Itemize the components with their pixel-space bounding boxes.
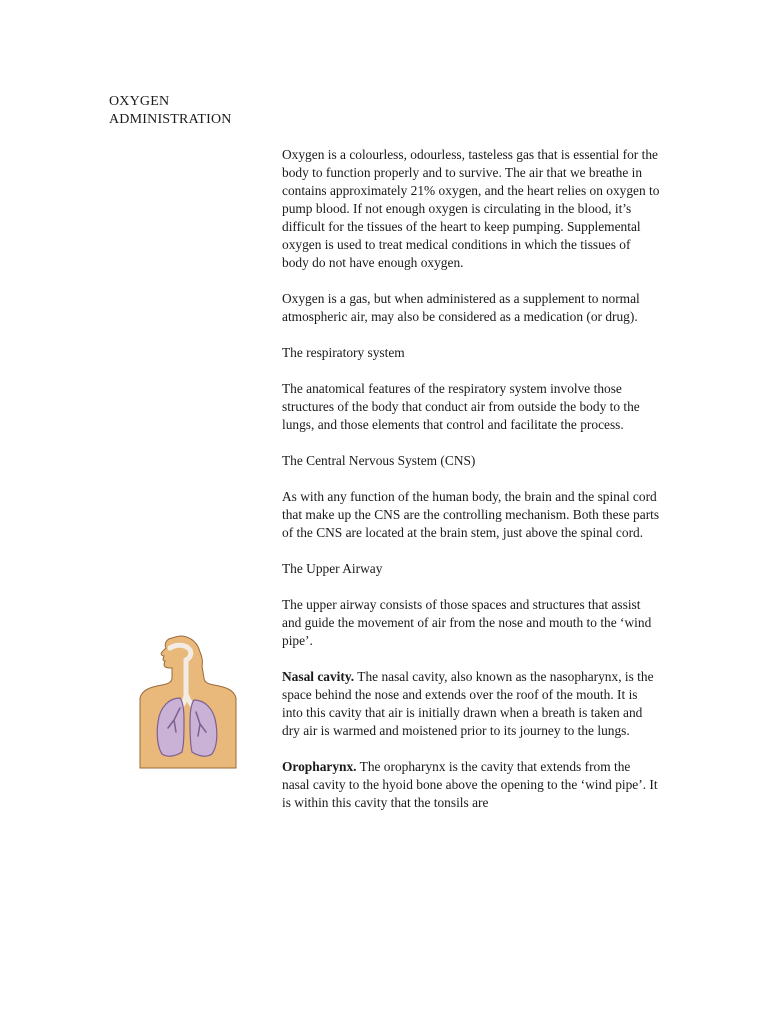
- paragraph-cns: As with any function of the human body, the brain and the spinal cord that make up the CNS are the controlling mechanism. Both these parts of the CNS are located at the brain stem, just above the spinal cord.: [282, 489, 660, 540]
- paragraph-oropharynx: [282, 758, 660, 812]
- term-oropharynx: Oropharynx.: [282, 759, 357, 774]
- heading-cns: The Central Nervous System (CNS): [282, 453, 476, 468]
- paragraph-upper-airway: The upper airway consists of those spaces and structures that assist and guide the movement of air from the nose and mouth to the ‘wind pipe’.: [282, 597, 652, 648]
- title-line-2: ADMINISTRATION: [109, 112, 232, 127]
- paragraph-oxygen-medication: Oxygen is a gas, but when administered as a supplement to normal atmospheric air, may also be considered as a medication (or drug).: [282, 291, 640, 324]
- paragraph-nasal-cavity: [282, 668, 660, 740]
- term-nasal-cavity: Nasal cavity.: [282, 669, 355, 684]
- respiratory-system-icon: [136, 632, 238, 770]
- title-line-1: OXYGEN: [109, 94, 170, 109]
- heading-upper-airway: The Upper Airway: [282, 561, 383, 576]
- paragraph-respiratory-system: The anatomical features of the respiratory system involve those structures of the body that conduct air from outside the body to the lungs, and those elements that control and facilitate the process.: [282, 381, 640, 432]
- respiratory-system-illustration: [136, 632, 238, 770]
- body-text-column: [282, 146, 660, 830]
- paragraph-oxygen-intro: Oxygen is a colourless, odourless, tasteless gas that is essential for the body to function properly and to survive. The air that we breathe in contains approximately 21% oxygen, and the heart relies on oxygen to pump blood. If not enough oxygen is circulating in the blood, it’s difficult for the tissues of the heart to keep pumping. Supplemental oxygen is used to treat medical conditions in which the tissues of body do not have enough oxygen.: [282, 147, 660, 270]
- heading-respiratory-system: The respiratory system: [282, 345, 405, 360]
- text-oropharynx: The oropharynx is the cavity that extends from the nasal cavity to the hyoid bone above the opening to the ‘wind pipe’. It is within this cavity that the tonsils are: [282, 759, 658, 810]
- text-nasal-cavity: The nasal cavity, also known as the nasopharynx, is the space behind the nose and extends over the roof of the mouth. It is into this cavity that air is initially drawn when a breath is taken and dry air is warmed and moistened prior to its journey to the lungs.: [282, 669, 654, 738]
- document-title: [109, 93, 232, 129]
